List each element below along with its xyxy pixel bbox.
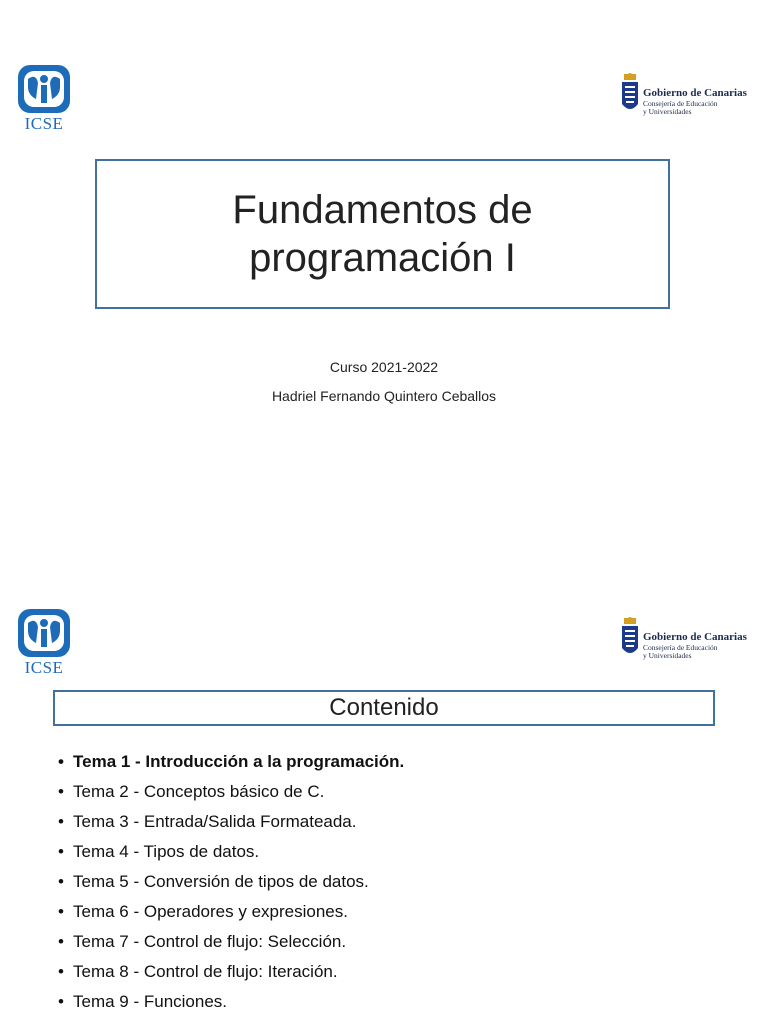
topic-label: Tema 2 - Conceptos básico de C. [73,782,325,801]
icse-logo-text: ICSE [24,658,64,677]
topic-label: Tema 4 - Tipos de datos. [73,842,260,861]
contents-heading: Contenido [53,690,715,726]
canarias-coat-of-arms-icon [620,72,640,116]
gobierno-subtitle [643,644,718,660]
gobierno-sub-line1: Consejería de Educación [643,99,718,108]
gobierno-canarias-logo [620,72,768,120]
topic-label: Tema 7 - Control de flujo: Selección. [73,932,347,951]
topic-item: • Tema 4 - Tipos de datos. [58,842,260,861]
slide-title: Fundamentos de programación I [232,188,533,280]
gobierno-name: Gobierno de Canarias [643,631,747,643]
icse-logo-text: ICSE [24,114,64,133]
author-name: Hadriel Fernando Quintero Ceballos [271,388,497,404]
gobierno-sub-line1: Consejería de Educación [643,643,718,652]
icse-logo [16,63,72,132]
gobierno-name: Gobierno de Canarias [643,87,747,99]
gobierno-sub-line2: y Universidades [643,107,692,116]
icse-logo [16,607,72,676]
topic-item: • Tema 7 - Control de flujo: Selección. [58,932,347,951]
topic-label: Tema 6 - Operadores y expresiones. [73,902,348,921]
topic-label: Tema 9 - Funciones. [73,992,228,1011]
topic-label: Tema 8 - Control de flujo: Iteración. [73,962,338,981]
gobierno-canarias-logo [620,616,768,664]
gobierno-subtitle [643,100,718,116]
topic-label: Tema 3 - Entrada/Salida Formateada. [73,812,357,831]
topic-item: • Tema 8 - Control de flujo: Iteración. [58,962,338,981]
canarias-coat-of-arms-icon [620,616,640,660]
topic-item: • Tema 3 - Entrada/Salida Formateada. [58,812,357,831]
topic-item: • Tema 1 - Introducción a la programación. [58,752,405,771]
icse-logo-icon [16,63,72,115]
icse-logo-icon [16,607,72,659]
topic-label: Tema 1 - Introducción a la programación. [73,752,405,771]
contents-slide [0,560,768,1024]
course-year: Curso 2021-2022 [329,359,439,375]
topic-item: • Tema 6 - Operadores y expresiones. [58,902,348,921]
gobierno-sub-line2: y Universidades [643,651,692,660]
topic-label: Tema 5 - Conversión de tipos de datos. [73,872,369,891]
topic-item: • Tema 5 - Conversión de tipos de datos. [58,872,369,891]
title-box [95,159,670,309]
topic-list [58,747,404,1017]
topic-item: • Tema 9 - Funciones. [58,992,228,1011]
topic-item: • Tema 2 - Conceptos básico de C. [58,782,325,801]
